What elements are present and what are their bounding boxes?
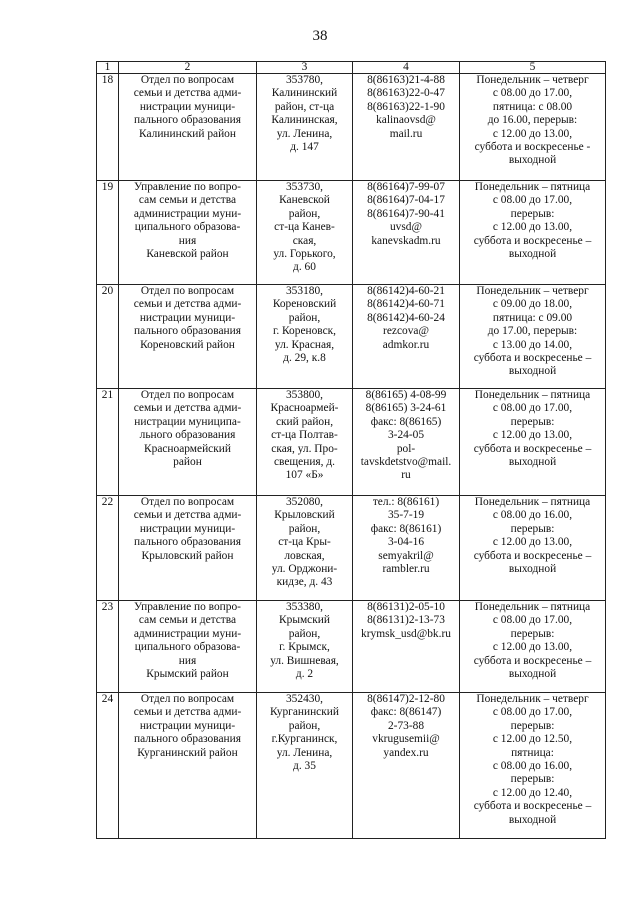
department-name: Отдел по вопросам семьи и детства адми- нистрации муници- пального образования Курганинский район [119, 693, 257, 839]
row-number: 22 [97, 496, 119, 601]
department-name: Управление по вопро- сам семьи и детства администрации муни- ципального образова- ния Каневской район [119, 181, 257, 285]
table-row [97, 601, 606, 693]
table-row [97, 693, 606, 839]
row-number: 20 [97, 285, 119, 389]
row-number: 24 [97, 693, 119, 839]
department-name: Управление по вопро- сам семьи и детства администрации муни- ципального образова- ния Крымский район [119, 601, 257, 693]
header-col-2: 2 [119, 62, 257, 74]
department-contacts: 8(86164)7-99-07 8(86164)7-04-17 8(86164)7-90-41 uvsd@ kanevskadm.ru [353, 181, 460, 285]
header-col-3: 3 [257, 62, 353, 74]
table-header-row [97, 62, 606, 74]
department-address: 353180, Кореновский район, г. Кореновск, ул. Красная, д. 29, к.8 [257, 285, 353, 389]
table-row [97, 496, 606, 601]
department-schedule: Понедельник – четверг с 08.00 до 17.00, пятница: с 08.00 до 16.00, перерыв: с 12.00 до 13.00, суббота и воскресенье - выходной [460, 74, 606, 181]
department-address: 352080, Крыловский район, ст-ца Кры- ловская, ул. Орджони- кидзе, д. 43 [257, 496, 353, 601]
row-number: 21 [97, 389, 119, 496]
table-row [97, 181, 606, 285]
table-row [97, 74, 606, 181]
department-contacts: 8(86163)21-4-88 8(86163)22-0-47 8(86163)22-1-90 kalinaovsd@ mail.ru [353, 74, 460, 181]
department-contacts: 8(86131)2-05-10 8(86131)2-13-73 krymsk_usd@bk.ru [353, 601, 460, 693]
table-row [97, 389, 606, 496]
department-address: 353730, Каневской район, ст-ца Канев- ская, ул. Горького, д. 60 [257, 181, 353, 285]
department-address: 353800, Красноармей- ский район, ст-ца Полтав- ская, ул. Про- свещения, д. 107 «Б» [257, 389, 353, 496]
department-schedule: Понедельник – четверг с 09.00 до 18.00, пятница: с 09.00 до 17.00, перерыв: с 13.00 до 14.00, суббота и воскресенье – выходной [460, 285, 606, 389]
department-contacts: 8(86165) 4-08-99 8(86165) 3-24-61 факс: 8(86165) 3-24-05 pol- tavskdetstvo@mail. ru [353, 389, 460, 496]
row-number: 19 [97, 181, 119, 285]
department-address: 353380, Крымский район, г. Крымск, ул. Вишневая, д. 2 [257, 601, 353, 693]
header-col-5: 5 [460, 62, 606, 74]
row-number: 23 [97, 601, 119, 693]
header-col-4: 4 [353, 62, 460, 74]
department-schedule: Понедельник – пятница с 08.00 до 16.00, перерыв: с 12.00 до 13.00, суббота и воскресенье – выходной [460, 496, 606, 601]
department-contacts: тел.: 8(86161) 35-7-19 факс: 8(86161) 3-04-16 semyakril@ rambler.ru [353, 496, 460, 601]
department-contacts: 8(86142)4-60-21 8(86142)4-60-71 8(86142)4-60-24 rezcova@ admkor.ru [353, 285, 460, 389]
departments-table [96, 61, 606, 839]
department-name: Отдел по вопросам семьи и детства адми- нистрации муници- пального образования Крыловский район [119, 496, 257, 601]
department-contacts: 8(86147)2-12-80 факс: 8(86147) 2-73-88 vkrugusemii@ yandex.ru [353, 693, 460, 839]
page-number: 38 [312, 28, 328, 44]
department-name: Отдел по вопросам семьи и детства адми- нистрации муниципа- льного образования Красноармейский район [119, 389, 257, 496]
row-number: 18 [97, 74, 119, 181]
department-schedule: Понедельник – четверг с 08.00 до 17.00, перерыв: с 12.00 до 12.50, пятница: с 08.00 до 16.00, перерыв: с 12.00 до 12.40, суббота и воскресенье – выходной [460, 693, 606, 839]
header-col-1: 1 [97, 62, 119, 74]
department-address: 353780, Калининский район, ст-ца Калининская, ул. Ленина, д. 147 [257, 74, 353, 181]
department-name: Отдел по вопросам семьи и детства адми- нистрации муници- пального образования Кореновский район [119, 285, 257, 389]
department-name: Отдел по вопросам семьи и детства адми- нистрации муници- пального образования Калининский район [119, 74, 257, 181]
department-schedule: Понедельник – пятница с 08.00 до 17.00, перерыв: с 12.00 до 13.00, суббота и воскресенье – выходной [460, 181, 606, 285]
department-schedule: Понедельник – пятница с 08.00 до 17.00, перерыв: с 12.00 до 13.00, суббота и воскресенье – выходной [460, 601, 606, 693]
department-schedule: Понедельник – пятница с 08.00 до 17.00, перерыв: с 12.00 до 13.00, суббота и воскресенье – выходной [460, 389, 606, 496]
department-address: 352430, Курганинский район, г.Курганинск, ул. Ленина, д. 35 [257, 693, 353, 839]
table-row [97, 285, 606, 389]
